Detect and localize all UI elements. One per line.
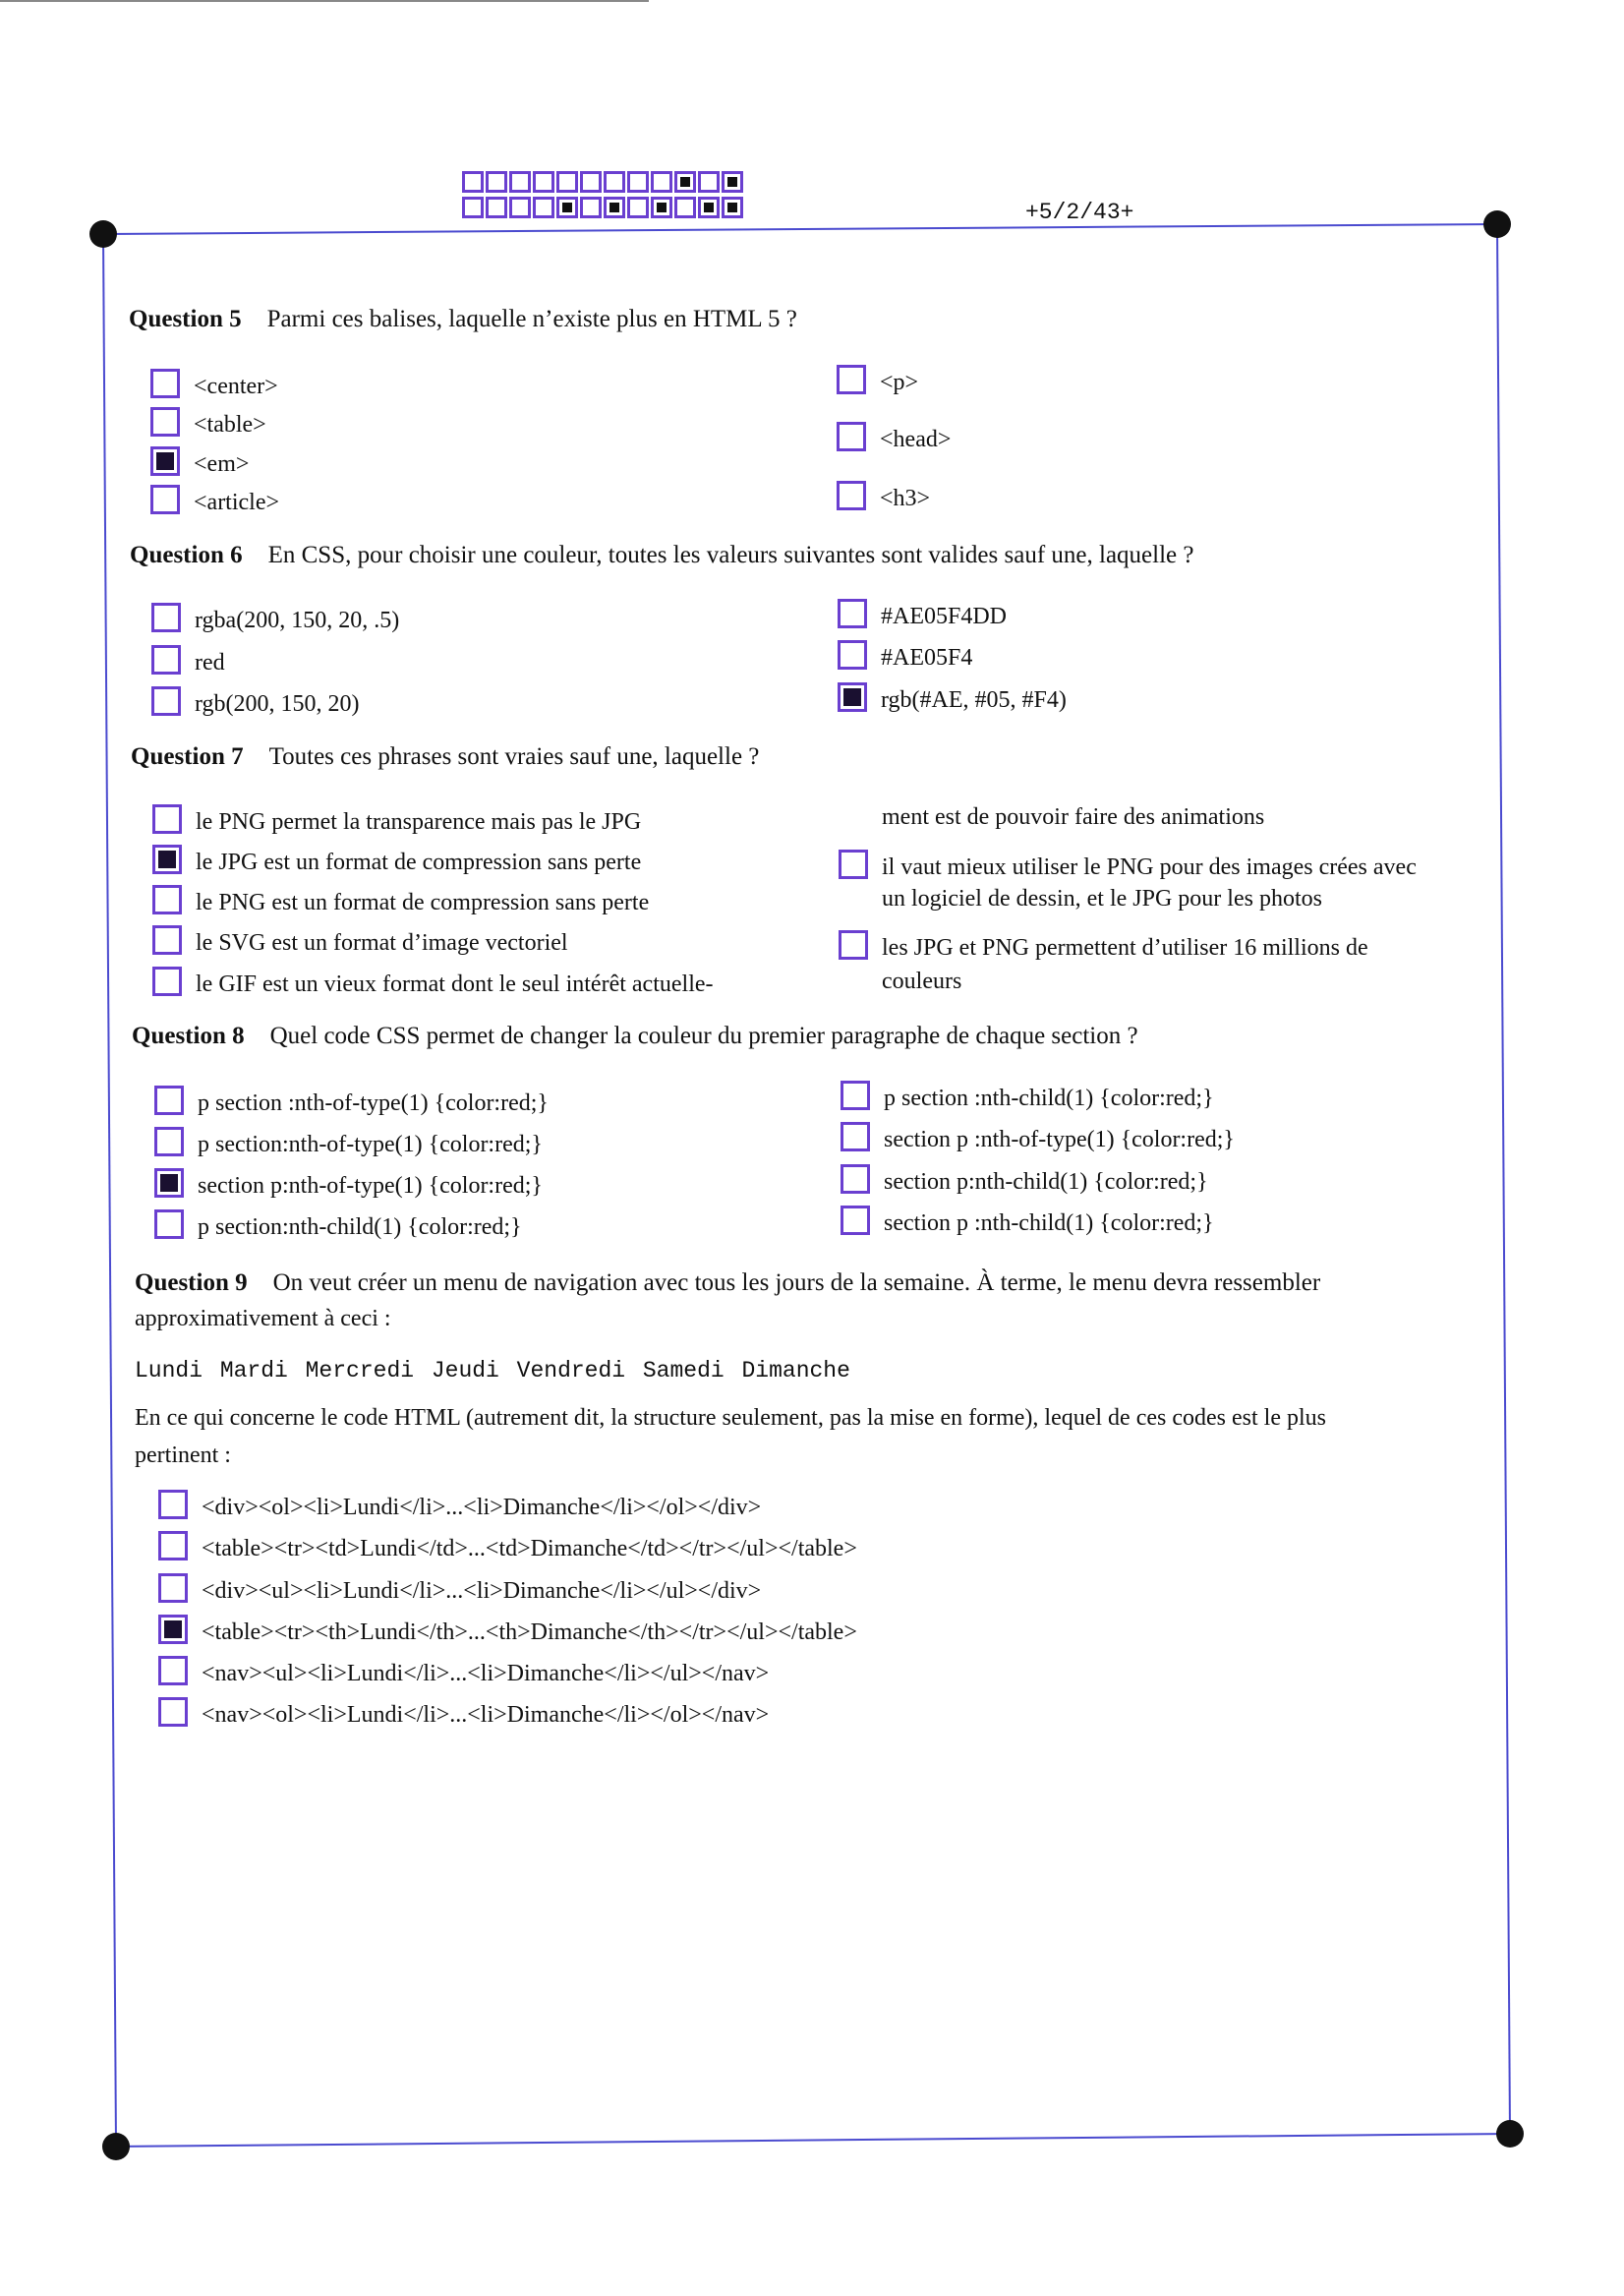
answer-checkbox[interactable] [837, 422, 866, 451]
answer-text: #AE05F4 [881, 645, 973, 671]
answer-text: le JPG est un format de compression sans perte [196, 850, 642, 875]
answer-continuation [882, 801, 1264, 833]
question-label: Question 6 [130, 542, 243, 568]
question-prompt-continuation: approximativement à ceci : [135, 1306, 391, 1331]
answer-checkbox[interactable] [158, 1573, 188, 1603]
page-code-cell [486, 171, 507, 193]
question-6-title [130, 542, 1193, 569]
answer-continuation [882, 966, 961, 997]
answer-checkbox[interactable] [151, 603, 181, 632]
answer-text: <nav><ol><li>Lundi</li>...<li>Dimanche</li></ol></nav> [202, 1702, 770, 1728]
question-5-title [129, 306, 797, 333]
answer-checkbox[interactable] [158, 1656, 188, 1685]
answer-text-continuation: couleurs [882, 969, 962, 994]
answer-checkbox[interactable] [841, 1122, 870, 1151]
page-code-cell [698, 171, 720, 193]
question-prompt: Parmi ces balises, laquelle n’existe plus en HTML 5 ? [266, 306, 797, 332]
answer-text: <div><ol><li>Lundi</li>...<li>Dimanche</li></ol></div> [202, 1495, 762, 1520]
question-9-title [135, 1269, 1320, 1297]
question-label: Question 8 [132, 1023, 245, 1049]
answer-text: <head> [880, 427, 952, 452]
page-code-cell [580, 197, 602, 218]
answer-option[interactable] [841, 1083, 1214, 1114]
answer-option[interactable] [158, 1617, 857, 1648]
answer-checkbox[interactable] [841, 1206, 870, 1235]
answer-checkbox[interactable] [152, 967, 182, 996]
answer-option[interactable] [841, 1166, 1208, 1198]
answer-text: <p> [880, 370, 919, 395]
answer-checkbox[interactable] [150, 369, 180, 398]
page-code-cell [651, 197, 672, 218]
answer-text: <table> [194, 412, 266, 438]
question-label: Question 7 [131, 743, 244, 770]
answer-checkbox[interactable] [158, 1531, 188, 1560]
question-prompt: Quel code CSS permet de changer la couleur du premier paragraphe de chaque section ? [269, 1023, 1138, 1049]
answer-option[interactable] [152, 969, 714, 1000]
answer-option[interactable] [837, 483, 930, 514]
answer-checkbox[interactable] [152, 885, 182, 914]
answer-option[interactable] [150, 409, 266, 441]
page-code-cell [722, 197, 743, 218]
answer-text: le PNG permet la transparence mais pas le JPG [196, 809, 642, 835]
answer-option[interactable] [151, 605, 399, 636]
answer-option[interactable] [158, 1492, 761, 1523]
answer-checkbox[interactable] [150, 407, 180, 437]
answer-checkbox[interactable] [837, 481, 866, 510]
answer-option[interactable] [152, 806, 641, 838]
answer-text: <table><tr><td>Lundi</td>...<td>Dimanche</td></tr></ul></table> [202, 1536, 857, 1561]
answer-checkbox[interactable] [158, 1615, 188, 1644]
answer-checkbox[interactable] [154, 1168, 184, 1198]
page-code-cell [556, 171, 578, 193]
answer-text: <h3> [880, 486, 931, 511]
answer-text: le SVG est un format d’image vectoriel [196, 930, 568, 956]
question-prompt: Toutes ces phrases sont vraies sauf une, laquelle ? [268, 743, 760, 770]
answer-text: les JPG et PNG permettent d’utiliser 16 millions de [882, 935, 1368, 961]
registration-mark-top-right [1483, 210, 1511, 238]
answer-checkbox[interactable] [154, 1127, 184, 1156]
registration-mark-top-left [89, 220, 117, 248]
page-code-row [462, 197, 743, 218]
answer-option[interactable] [837, 367, 918, 398]
answer-option[interactable] [839, 852, 1417, 883]
answer-option[interactable] [152, 887, 649, 918]
answer-checkbox[interactable] [151, 686, 181, 716]
question-8-title [132, 1023, 1138, 1050]
question-label: Question 5 [129, 306, 242, 332]
page-code-cell [556, 197, 578, 218]
answer-option[interactable] [158, 1658, 769, 1689]
answer-checkbox[interactable] [158, 1490, 188, 1519]
page-code-cell [627, 197, 649, 218]
question-7-title [131, 743, 759, 771]
answer-continuation [882, 883, 1322, 914]
answer-text: p section :nth-child(1) {color:red;} [884, 1086, 1214, 1111]
answer-checkbox[interactable] [838, 682, 867, 712]
answer-checkbox[interactable] [152, 925, 182, 955]
page-code-cell [651, 171, 672, 193]
answer-text: <article> [194, 490, 280, 515]
answer-option[interactable] [154, 1088, 549, 1119]
page-code-cell [674, 197, 696, 218]
answer-text: le PNG est un format de compression sans perte [196, 890, 650, 915]
question-sub-prompt-continuation: pertinent : [135, 1442, 231, 1468]
answer-option[interactable] [838, 642, 972, 674]
answer-option[interactable] [150, 487, 279, 518]
registration-mark-bottom-right [1496, 2120, 1524, 2148]
page-code-cell [509, 197, 531, 218]
answer-text: p section:nth-child(1) {color:red;} [198, 1214, 522, 1240]
answer-checkbox[interactable] [838, 599, 867, 628]
menu-example: Lundi Mardi Mercredi Jeudi Vendredi Samedi Dimanche [135, 1358, 850, 1383]
answer-checkbox[interactable] [841, 1164, 870, 1194]
answer-text: red [195, 650, 225, 676]
answer-text-continuation: un logiciel de dessin, et le JPG pour les photos [882, 886, 1322, 912]
question-label: Question 9 [135, 1269, 248, 1296]
answer-option[interactable] [158, 1533, 857, 1564]
answer-checkbox[interactable] [837, 365, 866, 394]
page-code-cell [533, 171, 554, 193]
answer-text: p section:nth-of-type(1) {color:red;} [198, 1132, 543, 1157]
answer-checkbox[interactable] [838, 640, 867, 670]
answer-option[interactable] [158, 1699, 769, 1731]
answer-option[interactable] [841, 1207, 1214, 1239]
page-code-cell [604, 197, 625, 218]
answer-checkbox[interactable] [150, 446, 180, 476]
answer-option[interactable] [838, 601, 1007, 632]
answer-option[interactable] [154, 1129, 543, 1160]
page-code-cell [580, 171, 602, 193]
answer-option[interactable] [158, 1575, 761, 1607]
page-code-cell [604, 171, 625, 193]
answer-text: rgb(#AE, #05, #F4) [881, 687, 1067, 713]
answer-option[interactable] [838, 684, 1067, 716]
answer-text: il vaut mieux utiliser le PNG pour des images crées avec [882, 854, 1417, 880]
answer-text: p section :nth-of-type(1) {color:red;} [198, 1090, 549, 1116]
answer-checkbox[interactable] [154, 1209, 184, 1239]
answer-text: <table><tr><th>Lundi</th>...<th>Dimanche</th></tr></ul></table> [202, 1619, 857, 1645]
answer-text: section p:nth-child(1) {color:red;} [884, 1169, 1208, 1195]
answer-text: <center> [194, 374, 278, 399]
answer-checkbox[interactable] [151, 645, 181, 675]
answer-option[interactable] [150, 371, 278, 402]
answer-text: section p :nth-of-type(1) {color:red;} [884, 1127, 1235, 1152]
answer-option[interactable] [151, 647, 225, 678]
answer-text: le GIF est un vieux format dont le seul intérêt actuelle- [196, 971, 714, 997]
answer-checkbox[interactable] [154, 1086, 184, 1115]
answer-text: <nav><ul><li>Lundi</li>...<li>Dimanche</li></ul></nav> [202, 1661, 770, 1686]
answer-text: rgb(200, 150, 20) [195, 691, 360, 717]
registration-mark-bottom-left [102, 2133, 130, 2160]
answer-option[interactable] [154, 1170, 543, 1202]
question-prompt: En CSS, pour choisir une couleur, toutes les valeurs suivantes sont valides sauf une, laquelle ? [267, 542, 1194, 568]
page-code-cell [722, 171, 743, 193]
page-code-cell [533, 197, 554, 218]
answer-option[interactable] [841, 1124, 1235, 1155]
answer-checkbox[interactable] [152, 845, 182, 874]
question-sub-prompt: En ce qui concerne le code HTML (autrement dit, la structure seulement, pas la mise en forme), lequel de ces codes est le plus [135, 1405, 1326, 1431]
page-id: +5/2/43+ [1025, 200, 1134, 225]
page-code-cell [674, 171, 696, 193]
answer-checkbox[interactable] [158, 1697, 188, 1727]
page-code-cell [462, 197, 484, 218]
answer-text-continuation: ment est de pouvoir faire des animations [882, 804, 1265, 830]
answer-text: section p:nth-of-type(1) {color:red;} [198, 1173, 543, 1199]
answer-text: rgba(200, 150, 20, .5) [195, 608, 400, 633]
answer-option[interactable] [152, 847, 641, 878]
answer-checkbox[interactable] [839, 850, 868, 879]
answer-text: <em> [194, 451, 250, 477]
answer-text: <div><ul><li>Lundi</li>...<li>Dimanche</li></ul></div> [202, 1578, 762, 1604]
page-code-cell [698, 197, 720, 218]
page-code-row [462, 171, 743, 193]
question-prompt: On veut créer un menu de navigation avec tous les jours de la semaine. À terme, le menu devra ressembler [272, 1269, 1321, 1296]
answer-option[interactable] [151, 688, 360, 720]
answer-checkbox[interactable] [841, 1081, 870, 1110]
answer-checkbox[interactable] [839, 930, 868, 960]
page-code-cell [509, 171, 531, 193]
answer-text: #AE05F4DD [881, 604, 1008, 629]
answer-checkbox[interactable] [152, 804, 182, 834]
answer-option[interactable] [150, 448, 249, 480]
page-code-cell [627, 171, 649, 193]
page-code-cell [462, 171, 484, 193]
page-code [462, 171, 743, 222]
answer-option[interactable] [837, 424, 951, 455]
answer-option[interactable] [154, 1211, 522, 1243]
page-code-cell [486, 197, 507, 218]
answer-option[interactable] [152, 927, 568, 959]
answer-option[interactable] [839, 932, 1368, 964]
answer-text: section p :nth-child(1) {color:red;} [884, 1210, 1214, 1236]
answer-checkbox[interactable] [150, 485, 180, 514]
